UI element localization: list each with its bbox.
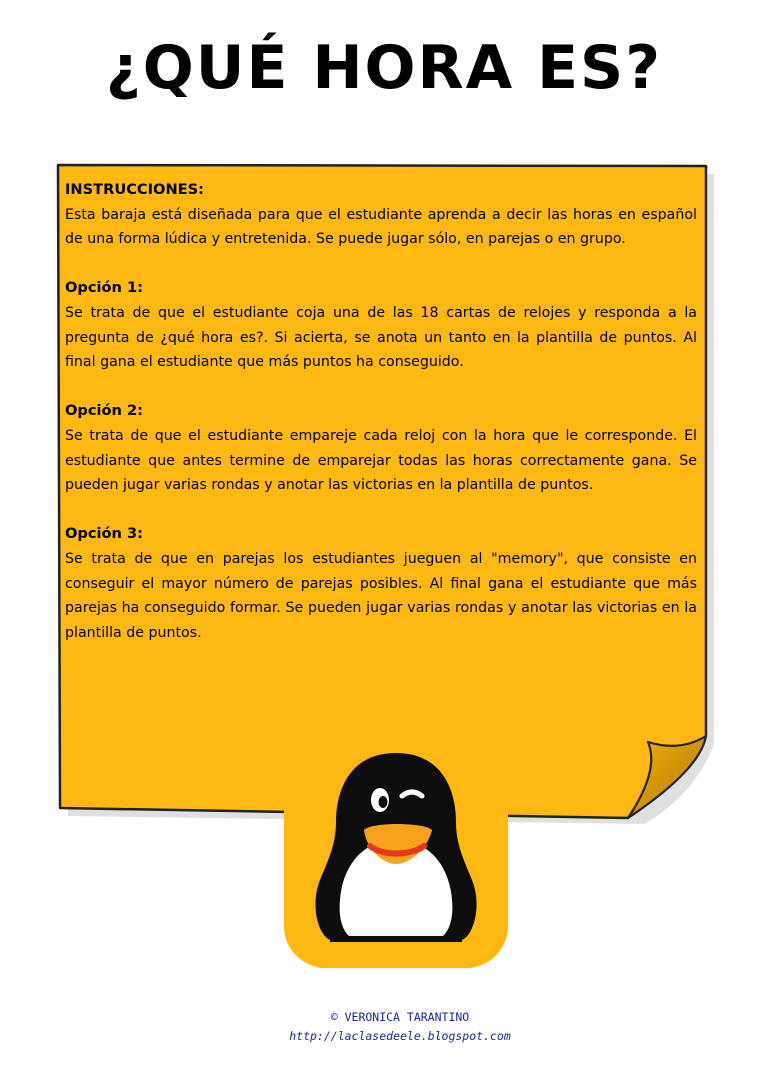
option-2-heading: Opción 2: bbox=[65, 402, 143, 420]
option-2-block bbox=[65, 399, 697, 497]
instructions-heading: INSTRUCCIONES: bbox=[65, 181, 204, 198]
option-3-text: Se trata de que en parejas los estudiantes jueguen al "memory", que consiste en conseguir el mayor número de parejas posibles. Al final gana el estudiante que más parejas ha conseguido formar. Se pueden jugar varias rondas y anotar las victorias en la plantilla de puntos. bbox=[65, 550, 697, 641]
option-1-text: Se trata de que el estudiante coja una de las 18 cartas de relojes y responda a la pregunta de ¿qué hora es?. Si acierta, se anota un tanto en la plantilla de puntos. Al final gana el estudiante que más puntos ha conseguido. bbox=[65, 304, 697, 371]
instructions-content bbox=[65, 178, 697, 670]
instructions-text: Esta baraja está diseñada para que el estudiante aprenda a decir las horas en español de una forma lúdica y entretenida. Se puede jugar sólo, en parejas o en grupo. bbox=[65, 206, 697, 248]
option-1-block bbox=[65, 276, 697, 374]
option-1-heading: Opción 1: bbox=[65, 279, 143, 297]
footer-url[interactable]: http://laclasedeele.blogspot.com bbox=[289, 1029, 511, 1043]
footer-credit: © VERONICA TARANTINO bbox=[330, 1010, 470, 1024]
option-2-text: Se trata de que el estudiante empareje cada reloj con la hora que le corresponde. El estudiante que antes termine de emparejar todas las horas correctamente gana. Se pueden jugar varias rondas y anotar las victorias en la plantilla de puntos. bbox=[65, 427, 697, 494]
page-title: ¿QUÉ HORA ES? bbox=[105, 33, 663, 103]
option-3-block bbox=[65, 522, 697, 645]
instructions-block bbox=[65, 178, 697, 252]
option-3-heading: Opción 3: bbox=[65, 525, 143, 543]
